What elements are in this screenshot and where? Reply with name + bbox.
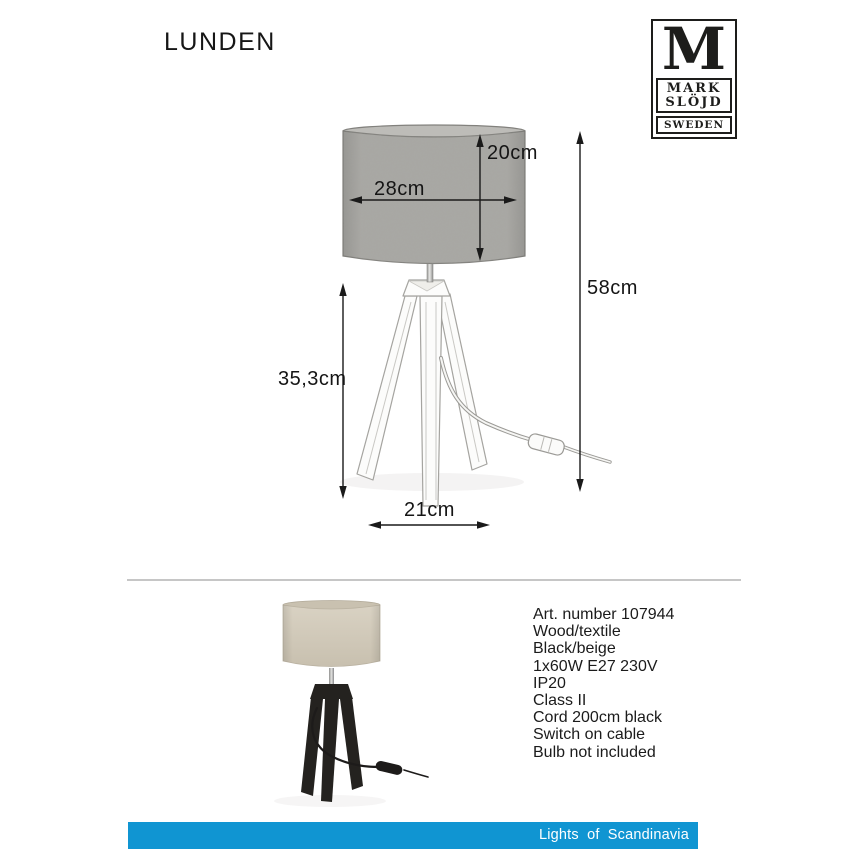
- logo-word-sweden: SWEDEN: [656, 116, 732, 134]
- spec-list: [533, 606, 674, 761]
- dimension-label-total-height: 58cm: [587, 277, 638, 299]
- photo-lampshade: [283, 601, 380, 667]
- spec-bulb-rating: 1x60W E27 230V: [533, 657, 658, 675]
- photo-switch: [375, 760, 404, 776]
- product-photo: [265, 595, 440, 810]
- logo-word-slojd: SLÖJD: [665, 95, 723, 110]
- tripod-legs: [357, 280, 487, 506]
- spec-ip-class: IP20: [533, 674, 566, 692]
- footer-tagline: Lights of Scandinavia: [538, 827, 689, 843]
- spec-material: Wood/textile: [533, 623, 621, 641]
- footer-bar: [128, 822, 698, 849]
- dimension-label-shade-diameter: 28cm: [374, 178, 425, 200]
- section-divider: [127, 579, 741, 581]
- spec-switch: Switch on cable: [533, 726, 646, 744]
- cable-switch: [527, 433, 566, 457]
- dimension-label-base-width: 21cm: [404, 499, 455, 521]
- photo-stem: [329, 668, 334, 685]
- brand-logo: [651, 15, 737, 139]
- spec-protection-class: Class II: [533, 692, 587, 710]
- logo-monogram: M: [661, 15, 727, 83]
- spec-bulb-note: Bulb not included: [533, 743, 656, 761]
- dimension-label-shade-height: 20cm: [487, 142, 538, 164]
- logo-wordmark: [656, 78, 732, 113]
- page-title: LUNDEN: [164, 28, 276, 56]
- photo-tripod: [301, 684, 363, 802]
- lamp-technical-drawing: [260, 110, 660, 540]
- spec-cord: Cord 200cm black: [533, 709, 662, 727]
- logo-word-mark: MARK: [666, 81, 722, 96]
- dimension-label-legs-height: 35,3cm: [278, 368, 347, 390]
- spec-color: Black/beige: [533, 640, 616, 658]
- spec-art-number: Art. number 107944: [533, 606, 675, 623]
